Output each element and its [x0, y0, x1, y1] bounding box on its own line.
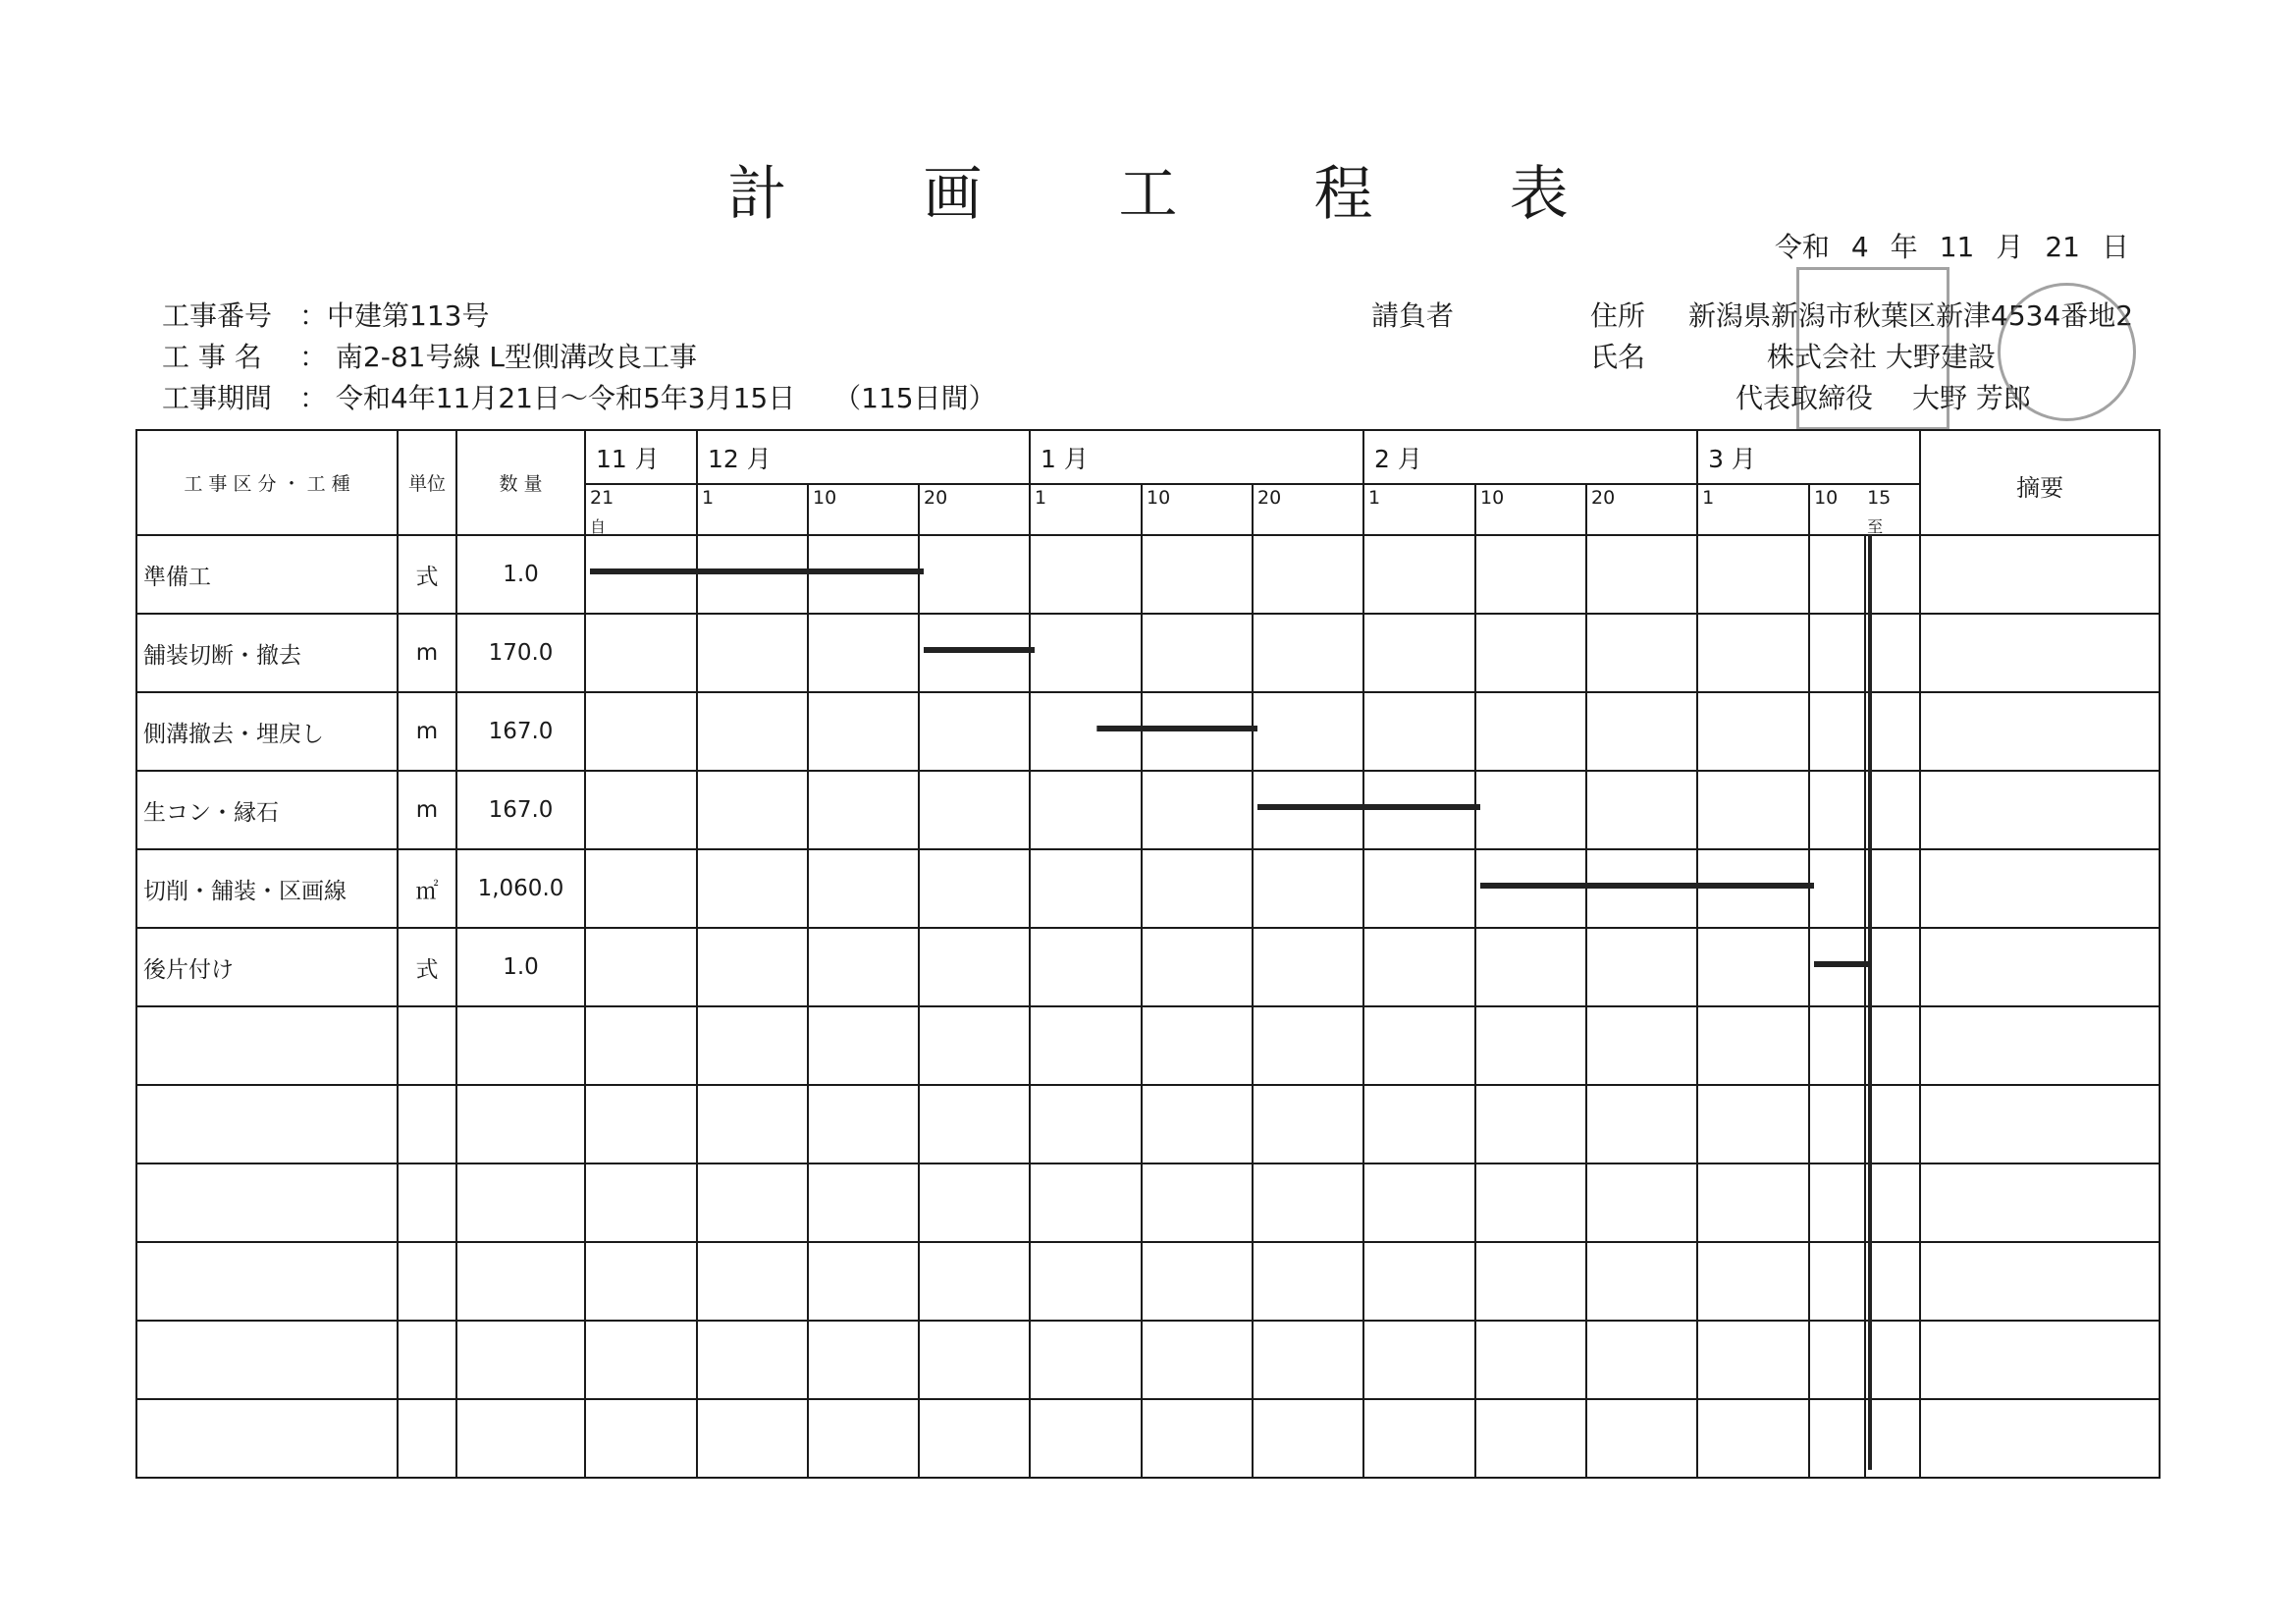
task-quantity [456, 1006, 585, 1085]
remarks-cell [1920, 849, 2160, 928]
schedule-cell [1363, 535, 1475, 614]
remarks-cell [1920, 1163, 2160, 1242]
task-name: 舗装切断・撤去 [136, 614, 398, 692]
schedule-cell [1363, 771, 1475, 849]
schedule-cell [697, 1242, 808, 1321]
task-quantity: 167.0 [456, 771, 585, 849]
schedule-cell [1142, 928, 1253, 1006]
schedule-cell [1363, 849, 1475, 928]
empty-row [136, 1321, 2160, 1399]
schedule-cell [919, 928, 1030, 1006]
schedule-cell [808, 1242, 919, 1321]
schedule-cell [585, 614, 697, 692]
day-tick: 20 [919, 484, 1030, 535]
schedule-cell [1030, 928, 1142, 1006]
schedule-table [135, 429, 2161, 1479]
schedule-cell [808, 1085, 919, 1163]
schedule-cell [1142, 1006, 1253, 1085]
schedule-cell [1363, 614, 1475, 692]
remarks-cell [1920, 1085, 2160, 1163]
document-date [1775, 226, 2129, 265]
day-tick: 1 [1697, 484, 1809, 535]
schedule-cell [1253, 614, 1363, 692]
empty-row [136, 1006, 2160, 1085]
remarks-cell [1920, 1242, 2160, 1321]
task-name: 準備工 [136, 535, 398, 614]
schedule-cell [1253, 1085, 1363, 1163]
schedule-cell [1697, 771, 1809, 849]
date-day: 21 [2045, 231, 2080, 263]
schedule-cell [1586, 614, 1697, 692]
task-unit [398, 1163, 456, 1242]
schedule-cell [1475, 849, 1586, 928]
schedule-cell [585, 1006, 697, 1085]
schedule-cell [808, 692, 919, 771]
schedule-cell [1363, 1242, 1475, 1321]
task-name [136, 1399, 398, 1478]
schedule-cell [697, 1321, 808, 1399]
schedule-cell [1586, 1399, 1697, 1478]
day-tick: 20 [1253, 484, 1363, 535]
schedule-cell [808, 1321, 919, 1399]
remarks-cell [1920, 1006, 2160, 1085]
empty-row [136, 1399, 2160, 1478]
header-work: 工 事 区 分 ・ 工 種 [136, 430, 398, 535]
month-header: 3 月 [1697, 430, 1920, 484]
schedule-cell [1865, 1399, 1920, 1478]
schedule-cell [585, 535, 697, 614]
project-name-value: 南2-81号線 L型側溝改良工事 [335, 341, 697, 373]
schedule-cell [1030, 1399, 1142, 1478]
schedule-cell [1586, 1242, 1697, 1321]
schedule-cell [1253, 849, 1363, 928]
schedule-cell [697, 1006, 808, 1085]
schedule-cell [919, 692, 1030, 771]
schedule-cell [1475, 692, 1586, 771]
schedule-cell [1697, 928, 1809, 1006]
month-header-row [136, 430, 2160, 484]
header-quantity: 数 量 [456, 430, 585, 535]
schedule-cell [1475, 1006, 1586, 1085]
remarks-cell [1920, 535, 2160, 614]
schedule-cell [1809, 1399, 1865, 1478]
end-mark: 至 [1867, 517, 1884, 536]
schedule-cell [697, 614, 808, 692]
remarks-cell [1920, 1399, 2160, 1478]
schedule-cell [1142, 849, 1253, 928]
schedule-cell [1697, 614, 1809, 692]
schedule-cell [808, 1163, 919, 1242]
schedule-cell [1142, 1163, 1253, 1242]
schedule-cell [1030, 1163, 1142, 1242]
schedule-cell [1865, 1085, 1920, 1163]
table-row [136, 771, 2160, 849]
schedule-cell [1865, 771, 1920, 849]
schedule-cell [919, 1242, 1030, 1321]
task-quantity: 1,060.0 [456, 849, 585, 928]
schedule-cell [1809, 1242, 1865, 1321]
task-unit: 式 [398, 928, 456, 1006]
schedule-cell [919, 1163, 1030, 1242]
schedule-cell [919, 771, 1030, 849]
header-unit: 単位 [398, 430, 456, 535]
schedule-cell [1142, 535, 1253, 614]
schedule-cell [919, 1006, 1030, 1085]
schedule-cell [585, 849, 697, 928]
schedule-cell [1586, 1163, 1697, 1242]
schedule-cell [1586, 1085, 1697, 1163]
schedule-cell [1586, 535, 1697, 614]
schedule-cell [1475, 1085, 1586, 1163]
schedule-cell [1475, 1163, 1586, 1242]
schedule-cell [1253, 771, 1363, 849]
day-tick: 20 [1586, 484, 1697, 535]
schedule-cell [1030, 1006, 1142, 1085]
schedule-cell [697, 692, 808, 771]
schedule-cell [1809, 1006, 1865, 1085]
schedule-cell [1142, 1399, 1253, 1478]
schedule-cell [1865, 1006, 1920, 1085]
schedule-cell [1697, 1085, 1809, 1163]
project-number-label: 工事番号 [162, 299, 273, 332]
month-header: 12 月 [697, 430, 1030, 484]
month-header: 11 月 [585, 430, 697, 484]
day-tick: 10 [808, 484, 919, 535]
schedule-cell [808, 1006, 919, 1085]
project-period: 工事期間 ： 令和4年11月21日～令和5年3月15日 （115日間） [162, 377, 996, 416]
schedule-cell [1142, 771, 1253, 849]
task-name [136, 1242, 398, 1321]
schedule-cell [1475, 1242, 1586, 1321]
schedule-cell [1475, 535, 1586, 614]
date-era: 令和 [1774, 231, 1830, 263]
schedule-cell [585, 1085, 697, 1163]
project-period-label: 工事期間 [162, 382, 273, 414]
schedule-cell [1697, 1006, 1809, 1085]
empty-row [136, 1163, 2160, 1242]
header-remarks: 摘要 [1920, 430, 2160, 535]
schedule-cell [697, 928, 808, 1006]
schedule-cell [1142, 1242, 1253, 1321]
name-label: 氏名 [1590, 341, 1646, 373]
schedule-cell [1865, 535, 1920, 614]
schedule-cell [808, 849, 919, 928]
schedule-cell [1253, 1399, 1363, 1478]
empty-row [136, 1085, 2160, 1163]
page-title: 計 画 工 程 表 [727, 160, 1628, 229]
schedule-cell [585, 1399, 697, 1478]
rep-title: 代表取締役 [1735, 382, 1874, 414]
day-tick: 10 [1142, 484, 1253, 535]
schedule-cell [1030, 771, 1142, 849]
company-seal-icon [1796, 267, 1949, 430]
schedule-cell [919, 849, 1030, 928]
schedule-cell [919, 1085, 1030, 1163]
task-unit [398, 1242, 456, 1321]
schedule-cell [1475, 771, 1586, 849]
schedule-cell [1586, 692, 1697, 771]
schedule-cell [1475, 928, 1586, 1006]
schedule-cell [1809, 614, 1865, 692]
task-unit: m [398, 692, 456, 771]
schedule-cell [585, 1242, 697, 1321]
schedule-cell [1697, 1163, 1809, 1242]
month-header: 1 月 [1030, 430, 1363, 484]
day-tick: 1 [1030, 484, 1142, 535]
table-row [136, 614, 2160, 692]
schedule-cell [919, 1321, 1030, 1399]
task-name [136, 1006, 398, 1085]
task-name: 切削・舗装・区画線 [136, 849, 398, 928]
empty-row [136, 1242, 2160, 1321]
task-name: 後片付け [136, 928, 398, 1006]
schedule-cell [1030, 614, 1142, 692]
schedule-cell [1697, 1321, 1809, 1399]
schedule-cell [1865, 614, 1920, 692]
task-unit: ㎡ [398, 849, 456, 928]
schedule-cell [1363, 1163, 1475, 1242]
task-quantity [456, 1399, 585, 1478]
task-unit: m [398, 614, 456, 692]
schedule-cell [1697, 849, 1809, 928]
schedule-cell [1475, 1399, 1586, 1478]
schedule-cell [1363, 692, 1475, 771]
schedule-cell [1809, 928, 1865, 1006]
schedule-cell [1253, 535, 1363, 614]
schedule-cell [1865, 1242, 1920, 1321]
schedule-cell [919, 535, 1030, 614]
task-quantity: 170.0 [456, 614, 585, 692]
schedule-cell [1363, 1399, 1475, 1478]
schedule-cell [1253, 1163, 1363, 1242]
schedule-cell [808, 614, 919, 692]
schedule-cell [697, 1163, 808, 1242]
schedule-cell [1697, 692, 1809, 771]
task-quantity: 1.0 [456, 928, 585, 1006]
schedule-cell [808, 771, 919, 849]
schedule-cell [1363, 1085, 1475, 1163]
schedule-cell [1865, 928, 1920, 1006]
schedule-cell [697, 1399, 808, 1478]
schedule-cell [1586, 928, 1697, 1006]
day-tick: 10 [1475, 484, 1586, 535]
schedule-cell [1697, 1242, 1809, 1321]
date-day-unit: 日 [2101, 231, 2129, 263]
date-month: 11 [1939, 231, 1975, 263]
table-row [136, 928, 2160, 1006]
task-quantity: 167.0 [456, 692, 585, 771]
task-name: 側溝撤去・埋戻し [136, 692, 398, 771]
schedule-cell [919, 614, 1030, 692]
schedule-cell [1253, 692, 1363, 771]
schedule-cell [1030, 849, 1142, 928]
schedule-cell [1142, 614, 1253, 692]
task-quantity [456, 1321, 585, 1399]
schedule-cell [585, 1163, 697, 1242]
schedule-cell [1865, 849, 1920, 928]
schedule-cell [1865, 692, 1920, 771]
schedule-cell [1475, 614, 1586, 692]
task-name [136, 1321, 398, 1399]
schedule-cell [585, 928, 697, 1006]
task-unit [398, 1321, 456, 1399]
table-row [136, 535, 2160, 614]
task-quantity [456, 1242, 585, 1321]
date-month-unit: 月 [1996, 231, 2024, 263]
schedule-cell [1030, 1321, 1142, 1399]
task-quantity [456, 1163, 585, 1242]
remarks-cell [1920, 614, 2160, 692]
schedule-cell [697, 535, 808, 614]
table-row [136, 849, 2160, 928]
date-year-unit: 年 [1890, 231, 1918, 263]
address-label: 住所 [1590, 299, 1646, 332]
schedule-cell [808, 535, 919, 614]
task-unit [398, 1006, 456, 1085]
task-name [136, 1085, 398, 1163]
start-mark: 自 [590, 517, 607, 536]
schedule-cell [585, 771, 697, 849]
schedule-cell [1363, 1006, 1475, 1085]
schedule-cell [1809, 692, 1865, 771]
contractor-label: 請負者 [1371, 299, 1455, 332]
schedule-cell [919, 1399, 1030, 1478]
company-name: 株式会社 大野建設 [1767, 341, 1996, 373]
task-unit [398, 1085, 456, 1163]
day-tick: 1 [1363, 484, 1475, 535]
schedule-cell [585, 692, 697, 771]
task-quantity: 1.0 [456, 535, 585, 614]
schedule-cell [697, 771, 808, 849]
schedule-cell [1142, 692, 1253, 771]
schedule-cell [808, 1399, 919, 1478]
schedule-cell [1586, 849, 1697, 928]
schedule-cell [1030, 1242, 1142, 1321]
project-name-label: 工 事 名 [162, 341, 262, 373]
representative-seal-icon [1998, 283, 2136, 421]
address-value: 新潟県新潟市秋葉区新津4534番地2 [1688, 299, 2134, 332]
schedule-cell [1697, 1399, 1809, 1478]
schedule-cell [1253, 928, 1363, 1006]
date-year: 4 [1850, 231, 1869, 263]
schedule-cell [1253, 1321, 1363, 1399]
day-tick: 21 自 [585, 484, 697, 535]
schedule-cell [1142, 1085, 1253, 1163]
table-row [136, 692, 2160, 771]
schedule-cell [1030, 692, 1142, 771]
remarks-cell [1920, 771, 2160, 849]
schedule-cell [1142, 1321, 1253, 1399]
project-number-value: 中建第113号 [327, 299, 490, 332]
schedule-cell [1809, 535, 1865, 614]
schedule-cell [1809, 1085, 1865, 1163]
schedule-cell [1253, 1242, 1363, 1321]
schedule-cell [1865, 1163, 1920, 1242]
day-tick: 10 15 至 [1809, 484, 1920, 535]
project-period-value: 令和4年11月21日～令和5年3月15日 [335, 382, 796, 414]
task-unit: 式 [398, 535, 456, 614]
schedule-cell [1697, 535, 1809, 614]
task-name: 生コン・縁石 [136, 771, 398, 849]
project-number: 工事番号 ：中建第113号 [162, 295, 489, 334]
task-unit: m [398, 771, 456, 849]
schedule-cell [1253, 1006, 1363, 1085]
schedule-cell [585, 1321, 697, 1399]
rep-name: 大野 芳郎 [1912, 382, 2031, 414]
remarks-cell [1920, 692, 2160, 771]
schedule-cell [1809, 771, 1865, 849]
schedule-cell [1809, 1321, 1865, 1399]
day-tick: 1 [697, 484, 808, 535]
schedule-cell [1030, 535, 1142, 614]
schedule-cell [1363, 928, 1475, 1006]
remarks-cell [1920, 1321, 2160, 1399]
task-unit [398, 1399, 456, 1478]
schedule-cell [1865, 1321, 1920, 1399]
month-header: 2 月 [1363, 430, 1697, 484]
schedule-cell [697, 1085, 808, 1163]
schedule-cell [1586, 1006, 1697, 1085]
schedule-cell [1363, 1321, 1475, 1399]
schedule-cell [1030, 1085, 1142, 1163]
schedule-cell [1475, 1321, 1586, 1399]
task-name [136, 1163, 398, 1242]
remarks-cell [1920, 928, 2160, 1006]
schedule-cell [1809, 849, 1865, 928]
project-name: 工 事 名 ： 南2-81号線 L型側溝改良工事 [162, 336, 697, 375]
task-quantity [456, 1085, 585, 1163]
schedule-cell [1586, 1321, 1697, 1399]
schedule-cell [808, 928, 919, 1006]
schedule-cell [1809, 1163, 1865, 1242]
project-period-days: （115日間） [833, 382, 996, 414]
schedule-cell [1586, 771, 1697, 849]
schedule-cell [697, 849, 808, 928]
